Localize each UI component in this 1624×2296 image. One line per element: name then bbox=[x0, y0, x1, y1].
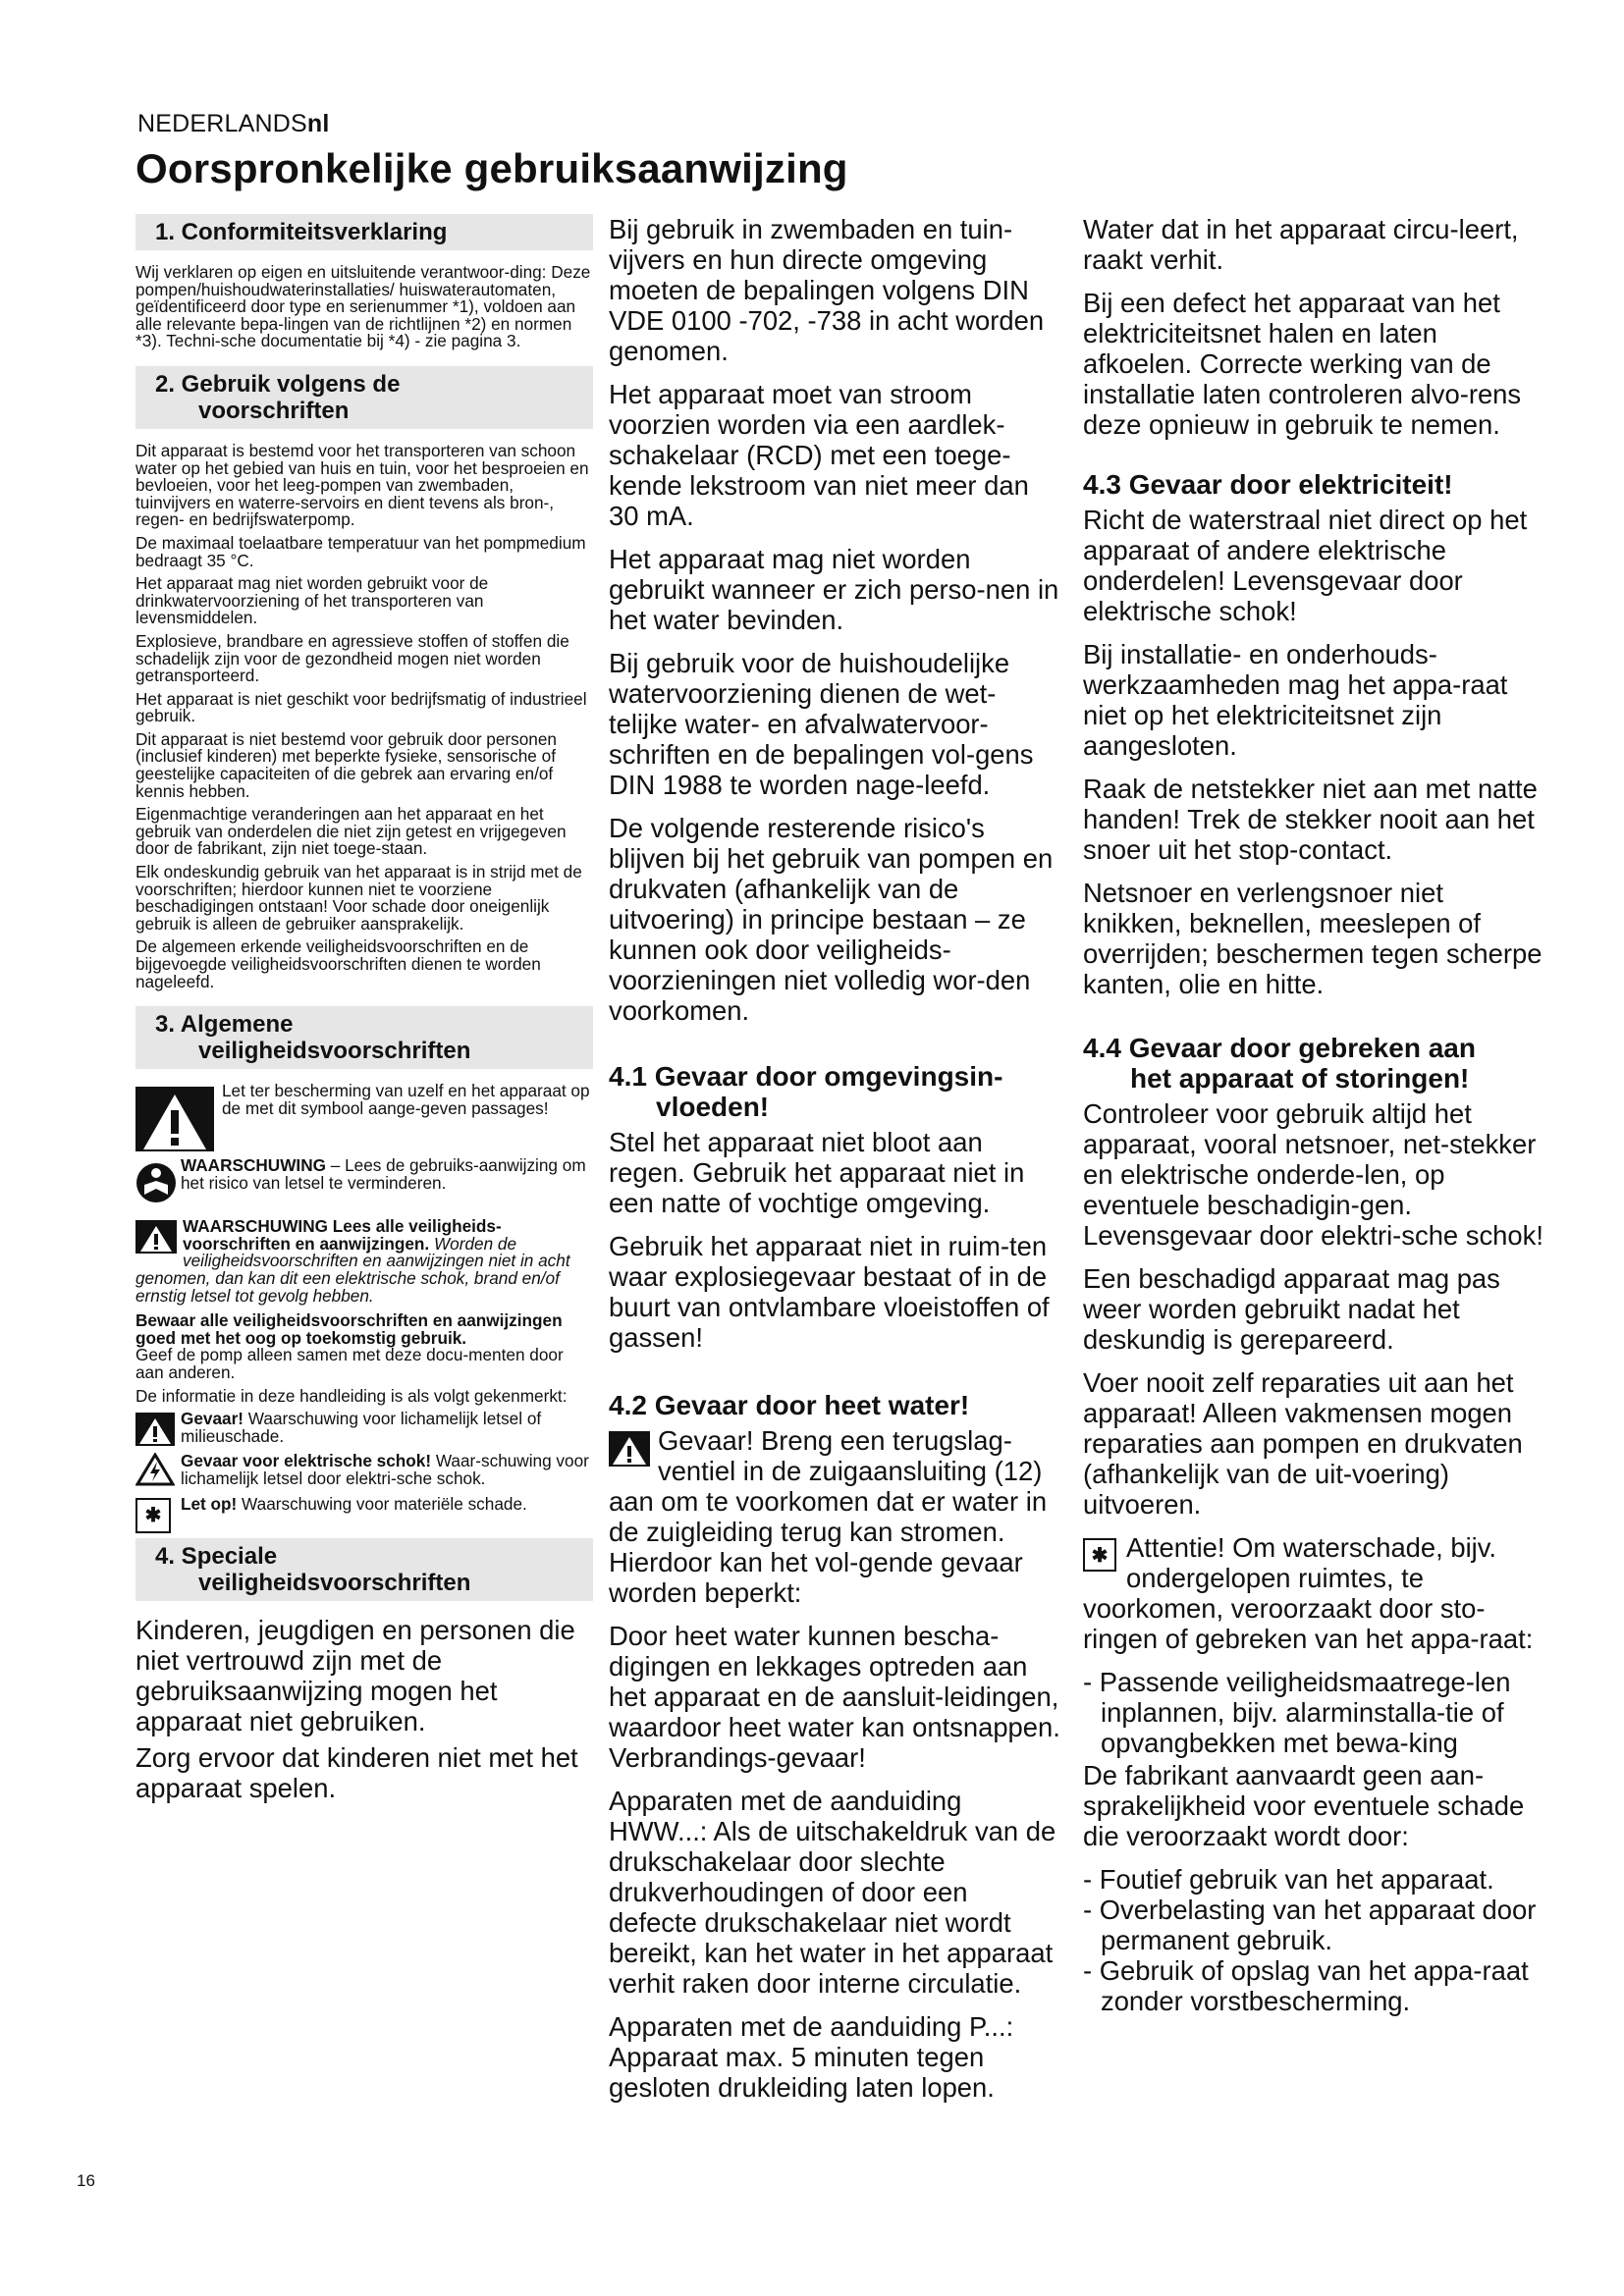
warning-triangle-icon bbox=[135, 1087, 214, 1151]
pass-on-instructions: Geef de pomp alleen samen met deze docu-menten door aan anderen. bbox=[135, 1345, 564, 1382]
intended-use-text-6: Dit apparaat is niet bestemd voor gebruik door personen (inclusief kinderen) met beperkte fysieke, sensorische of geestelijke capaciteiten of die gebrek aan ervaring en/of kennis hebben. bbox=[135, 728, 557, 801]
heading-4-2: 4.2 Gevaar door heet water! bbox=[609, 1390, 970, 1420]
intended-use-text-3: Het apparaat mag niet worden gebruikt voor de drinkwatervoorziening of het transporteren van levensmiddelen. bbox=[135, 573, 489, 628]
column-middle bbox=[609, 214, 1062, 2115]
middle-text-10: Apparaten met de aanduiding HWW...: Als de uitschakeldruk van de drukschakelaar door slechte drukverhoudingen of door een defecte drukschakelaar niet wordt bereikt, kan het water in het apparaat verhit raken door interne circulatie. bbox=[609, 1786, 1056, 1999]
right-text-7: Controleer voor gebruik altijd het apparaat, vooral netsnoer, net-stekker en elektrische onderde-len, op eventuele beschadigin-gen. Levensgevaar door elektri-sche schok! bbox=[1083, 1098, 1543, 1251]
intended-use-text-5: Het apparaat is niet geschikt voor bedrijfsmatig of industrieel gebruik. bbox=[135, 688, 587, 726]
section-1-heading: 1. Conformiteitsverklaring bbox=[135, 214, 593, 250]
right-text-1: Water dat in het apparaat circu-leert, raakt verhit. bbox=[1083, 214, 1519, 275]
column-left bbox=[135, 214, 593, 1816]
conformity-text: Wij verklaren op eigen en uitsluitende verantwoor-ding: Deze pompen/huishoudwaterinstallaties/ huiswaterautomaten, geïdentificeerd door type en serienummer *1), voldoen aan alle relevante bepa-lingen van de richtlijnen *2) en normen *3). Techni-sche documentatie bij *4) - zie pagina 3. bbox=[135, 262, 591, 351]
heading-4-3: 4.3 Gevaar door elektriciteit! bbox=[1083, 469, 1453, 500]
middle-text-3: Het apparaat mag niet worden gebruikt wanneer er zich perso-nen in het water bevinden. bbox=[609, 544, 1059, 635]
attention-icon: ✱ bbox=[135, 1498, 171, 1533]
middle-text-5: De volgende resterende risico's blijven bij het gebruik van pompen en drukvaten (afhankelijk van de uitvoering) in principe bestaan – ze kunnen ook door veiligheids-voorzieningen niet volledig wor-den voorkomen. bbox=[609, 813, 1054, 1026]
read-all-warning: WAARSCHUWING Lees alle veiligheids-voorschriften en aanwijzingen. Worden de veiligheidsvoorschriften en aanwijzingen niet in acht genomen, dan kan dit een elektrische schok, brand en/of ernstig letsel tot gevolg hebben. bbox=[135, 1216, 570, 1306]
heading-4-1: 4.1 Gevaar door omgevingsin- vloeden! bbox=[609, 1061, 1003, 1122]
middle-text-2: Het apparaat moet van stroom voorzien worden via een aardlek-schakelaar (RCD) met een toege-kende lekstroom van niet meer dan 30 mA. bbox=[609, 379, 1029, 531]
warning-triangle-icon bbox=[609, 1431, 650, 1467]
intended-use-text-7: Eigenmachtige veranderingen aan het apparaat en het gebruik van onderdelen die niet zijn getest en vrijgegeven door de fabrikant, zijn niet toege-staan. bbox=[135, 804, 567, 859]
symbol-notice: Let ter bescherming van uzelf en het apparaat op de met dit symbool aange-geven passages! bbox=[135, 1083, 593, 1148]
middle-text-1: Bij gebruik in zwembaden en tuin-vijvers en hun directe omgeving moeten de bepalingen volgens DIN VDE 0100 -702, -738 in acht worden genomen. bbox=[609, 214, 1045, 366]
middle-text-9: Door heet water kunnen bescha-digingen en lekkages optreden aan het apparaat en de aansluit-leidingen, waardoor heet water kan ontsnappen. Verbrandings-gevaar! bbox=[609, 1621, 1060, 1773]
hot-water-danger: Gevaar! Breng een terugslag-ventiel in de zuigaansluiting (12) aan om te voorkomen dat er water in de zuigleiding terug kan stromen. Hierdoor kan het vol-gende gevaar worden beperkt: bbox=[609, 1425, 1048, 1608]
middle-text-4: Bij gebruik voor de huishoudelijke watervoorziening dienen de wet-telijke water- en afvalwatervoor-schriften en de bepalingen vol-gens DIN 1988 te worden nage-leefd. bbox=[609, 648, 1034, 800]
middle-text-6: Stel het apparaat niet bloot aan regen. Gebruik het apparaat niet in een natte of vochtige omgeving. bbox=[609, 1127, 1025, 1218]
right-text-2: Bij een defect het apparaat van het elektriciteitsnet halen en laten afkoelen. Correcte werking van de installatie laten controleren alvo-rens deze opnieuw in gebruik te nemen. bbox=[1083, 288, 1522, 440]
attention-legend: ✱ Let op! Waarschuwing voor materiële schade. bbox=[135, 1496, 593, 1514]
attention-icon: ✱ bbox=[1083, 1538, 1116, 1572]
warning-triangle-icon bbox=[135, 1413, 175, 1446]
column-right bbox=[1083, 214, 1544, 2016]
heading-4-4: 4.4 Gevaar door gebreken aan het apparaat of storingen! bbox=[1083, 1033, 1476, 1094]
info-marking: De informatie in deze handleiding is als volgt gekenmerkt: bbox=[135, 1385, 568, 1406]
bullet-incorrect-use: - Foutief gebruik van het apparaat. bbox=[1083, 1864, 1494, 1895]
language-header: NEDERLANDSnl bbox=[137, 110, 330, 137]
right-text-9: Voer nooit zelf reparaties uit aan het apparaat! Alleen vakmensen mogen reparaties aan pompen en drukvaten (afhankelijk van de uit-voering) uitvoeren. bbox=[1083, 1367, 1523, 1520]
right-text-11: De fabrikant aanvaardt geen aan-sprakelijkheid voor eventuele schade die veroorzaakt wordt door: bbox=[1083, 1760, 1525, 1851]
right-text-8: Een beschadigd apparaat mag pas weer worden gebruikt nadat het deskundig is gerepareerd. bbox=[1083, 1263, 1500, 1355]
section-2-heading: 2. Gebruik volgens de voorschriften bbox=[135, 366, 593, 429]
page-title: Oorspronkelijke gebruiksaanwijzing bbox=[135, 145, 848, 191]
warning-triangle-icon bbox=[135, 1220, 177, 1254]
special-safety-text-2: Zorg ervoor dat kinderen niet met het apparaat spelen. bbox=[135, 1742, 578, 1804]
middle-text-11: Apparaten met de aanduiding P...: Apparaat max. 5 minuten tegen gesloten drukleiding laten lopen. bbox=[609, 2011, 1014, 2103]
intended-use-text-9: De algemeen erkende veiligheidsvoorschriften en de bijgevoegde veiligheidsvoorschriften dienen te worden nageleefd. bbox=[135, 936, 541, 991]
middle-text-7: Gebruik het apparaat niet in ruim-ten waar explosiegevaar bestaat of in de buurt van ontvlambare vloeistoffen of gassen! bbox=[609, 1231, 1050, 1353]
intended-use-text-2: De maximaal toelaatbare temperatuur van het pompmedium bedraagt 35 °C. bbox=[135, 532, 586, 570]
intended-use-text-1: Dit apparaat is bestemd voor het transporteren van schoon water op het gebied van huis en tuin, voor het besproeien en bevloeien, voor het leeg-pompen van zwembaden, tuinvijvers en waterre-servoirs en dient tevens als bron-, regen- en bedrijfswaterpomp. bbox=[135, 440, 589, 530]
read-manual-icon bbox=[135, 1159, 177, 1211]
section-4-heading: 4. Speciale veiligheidsvoorschriften bbox=[135, 1538, 593, 1601]
danger-legend: Gevaar! Waarschuwing voor lichamelijk letsel of milieuschade. bbox=[135, 1411, 593, 1445]
bullet-safety-measures: - Passende veiligheidsmaatrege-len inplannen, bijv. alarminstalla-tie of opvangbekken met bewa-king bbox=[1083, 1667, 1511, 1758]
special-safety-text-1: Kinderen, jeugdigen en personen die niet vertrouwd zijn met de gebruiksaanwijzing mogen het apparaat niet gebruiken. bbox=[135, 1615, 575, 1737]
bullet-overload: - Overbelasting van het apparaat door permanent gebruik. bbox=[1083, 1895, 1537, 1955]
page-number: 16 bbox=[77, 2171, 95, 2190]
intended-use-text-4: Explosieve, brandbare en agressieve stoffen of stoffen die schadelijk zijn voor de gezondheid mogen niet worden getransporteerd. bbox=[135, 630, 569, 686]
right-text-4: Bij installatie- en onderhouds-werkzaamheden mag het appa-raat niet op het elektriciteitsnet zijn aangesloten. bbox=[1083, 639, 1508, 761]
electric-shock-icon bbox=[135, 1453, 175, 1486]
right-text-5: Raak de netstekker niet aan met natte handen! Trek de stekker nooit aan het snoer uit het stop-contact. bbox=[1083, 774, 1538, 865]
intended-use-text-8: Elk ondeskundig gebruik van het apparaat is in strijd met de voorschriften; hierdoor kunnen niet te voorziene beschadigingen ontstaan! Voor schade door oneigenlijk gebruik is alleen de gebruiker aansprakelijk. bbox=[135, 862, 582, 934]
section-3-heading: 3. Algemene veiligheidsvoorschriften bbox=[135, 1006, 593, 1069]
right-text-3: Richt de waterstraal niet direct op het apparaat of andere elektrische onderdelen! Levensgevaar door elektrische schok! bbox=[1083, 505, 1528, 626]
right-text-6: Netsnoer en verlengsnoer niet knikken, beknellen, meeslepen of overrijden; beschermen tegen scherpe kanten, olie en hitte. bbox=[1083, 878, 1543, 999]
read-manual-warning: WAARSCHUWING – Lees de gebruiks-aanwijzing om het risico van letsel te verminderen. bbox=[135, 1157, 593, 1210]
bullet-frost: - Gebruik of opslag van het appa-raat zonder vorstbescherming. bbox=[1083, 1955, 1529, 2016]
electric-shock-legend: Gevaar voor elektrische schok! Waar-schuwing voor lichamelijk letsel door elektri-sche schok. bbox=[135, 1453, 593, 1487]
water-damage-attention: ✱ Attentie! Om waterschade, bijv. ondergelopen ruimtes, te voorkomen, veroorzaakt door sto-ringen of gebreken van het appa-raat: bbox=[1083, 1532, 1534, 1654]
keep-instructions: Bewaar alle veiligheidsvoorschriften en aanwijzingen goed met het oog op toekomstig gebruik. bbox=[135, 1310, 563, 1348]
